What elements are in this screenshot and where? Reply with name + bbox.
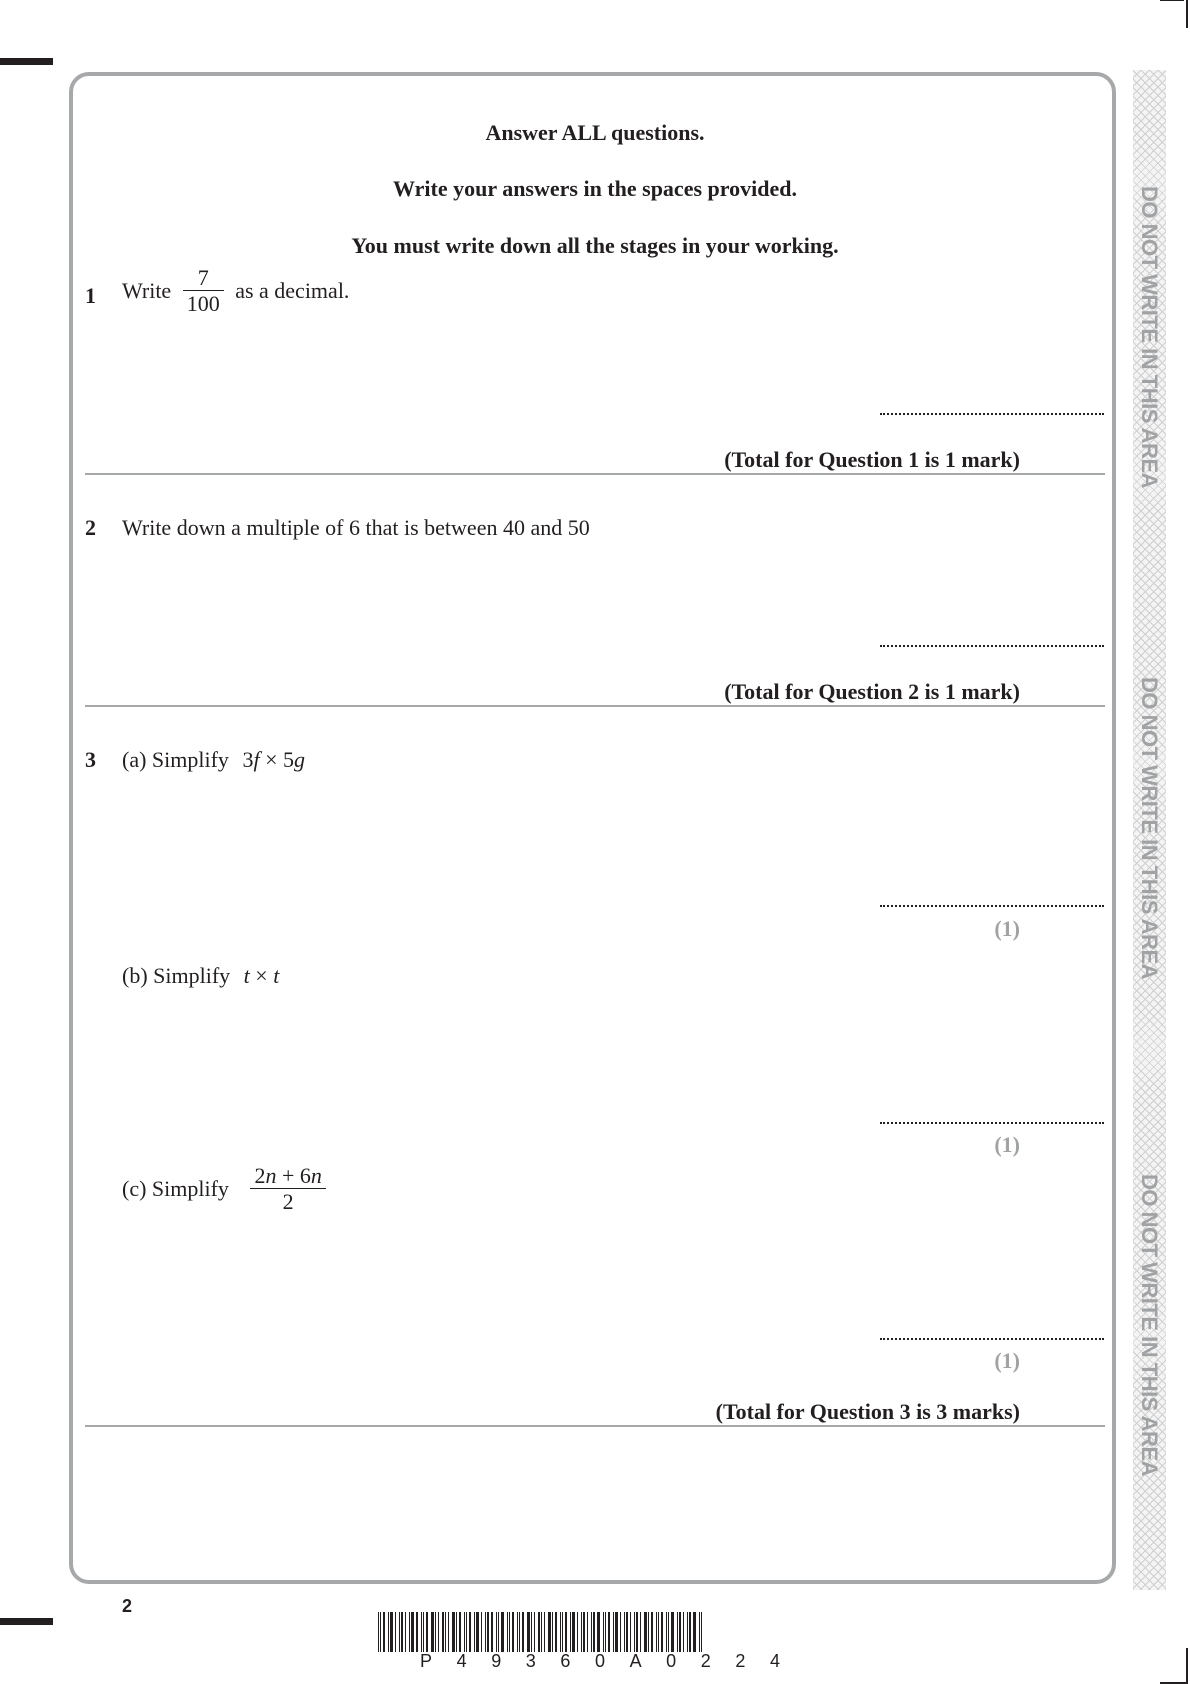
- barcode-bar: [668, 1612, 669, 1652]
- question-3a-mark: (1): [994, 916, 1020, 941]
- registration-mark-top-left: [0, 58, 53, 65]
- barcode-bar: [512, 1612, 514, 1652]
- barcode-bar: [383, 1612, 385, 1652]
- barcode-bar: [544, 1612, 545, 1652]
- barcode-bar: [677, 1612, 678, 1652]
- barcode-bar: [661, 1612, 663, 1652]
- crop-mark-top-right-h: [1160, 0, 1184, 1]
- expr-var-a: t: [243, 963, 250, 988]
- barcode-bar: [593, 1612, 595, 1652]
- question-1-answer-line[interactable]: [880, 413, 1104, 415]
- barcode-bar: [501, 1612, 504, 1652]
- barcode-bar: [603, 1612, 604, 1652]
- barcode-bar: [648, 1612, 649, 1652]
- crop-mark-top-right-v: [1186, 0, 1188, 28]
- barcode-char: 9: [491, 1651, 502, 1671]
- barcode-bar: [519, 1612, 520, 1652]
- barcode-bar: [517, 1612, 518, 1652]
- barcode-bar: [456, 1612, 457, 1652]
- barcode-bar: [644, 1612, 647, 1652]
- barcode-bar: [620, 1612, 621, 1652]
- part-label: (a): [122, 747, 147, 772]
- barcode-bar: [555, 1612, 557, 1652]
- question-1-text: [122, 265, 349, 317]
- barcode-bar: [630, 1612, 631, 1652]
- barcode-bar: [541, 1612, 542, 1652]
- page-number: 2: [122, 1596, 133, 1616]
- question-3-number: 3: [85, 747, 96, 772]
- crop-mark-bottom-right-v: [1186, 1648, 1188, 1684]
- numerator-coef-a: 2: [254, 1163, 266, 1188]
- instruction-answer-all: Answer ALL questions.: [485, 120, 705, 145]
- barcode-bar: [491, 1612, 493, 1652]
- barcode-bar: [687, 1612, 688, 1652]
- barcode-bar: [442, 1612, 444, 1652]
- barcode-bar: [452, 1612, 455, 1652]
- barcode-bar: [464, 1612, 465, 1652]
- barcode-bar: [689, 1612, 691, 1652]
- fraction-denominator: 100: [183, 290, 224, 316]
- barcode-bar: [522, 1612, 524, 1652]
- barcode-bar: [416, 1612, 418, 1652]
- barcode-bar: [560, 1612, 561, 1652]
- instruction-show-working: You must write down all the stages in your working.: [351, 233, 839, 258]
- question-3c-mark: (1): [994, 1348, 1020, 1373]
- barcode-char: 0: [594, 1651, 605, 1671]
- barcode-bar: [435, 1612, 436, 1652]
- barcode-bar: [605, 1612, 606, 1652]
- expr-coef-b: 5: [282, 747, 294, 772]
- barcode-bar: [388, 1612, 389, 1652]
- barcode-bar: [534, 1612, 535, 1652]
- barcode-bar: [448, 1612, 449, 1652]
- question-3c-text: [122, 1163, 332, 1215]
- question-3a-answer-line[interactable]: [880, 905, 1104, 907]
- numerator-coef-b: 6: [299, 1163, 311, 1188]
- barcode-bar: [485, 1612, 486, 1652]
- question-3b-answer-line[interactable]: [880, 1122, 1104, 1124]
- barcode-bar: [679, 1612, 681, 1652]
- barcode-bar: [634, 1612, 635, 1652]
- question-2-divider: [85, 705, 1105, 707]
- barcode-char: P: [420, 1651, 433, 1671]
- expr-var-b: g: [293, 747, 305, 772]
- part-label: (c): [122, 1175, 147, 1201]
- question-1-fraction: [183, 265, 224, 317]
- barcode-char: 3: [525, 1651, 536, 1671]
- barcode-bar: [597, 1612, 600, 1652]
- barcode-bar: [656, 1612, 657, 1652]
- barcode-bar: [380, 1612, 381, 1652]
- barcode-bar: [683, 1612, 684, 1652]
- barcode-bar: [438, 1612, 439, 1652]
- barcode-bar: [587, 1612, 588, 1652]
- question-3a-text: [122, 747, 305, 773]
- barcode-bar: [507, 1612, 508, 1652]
- barcode-bar: [401, 1612, 403, 1652]
- barcode-bar: [395, 1612, 396, 1652]
- question-2-answer-line[interactable]: [880, 645, 1104, 647]
- question-3b-text: [122, 963, 279, 989]
- barcode-bar: [399, 1612, 400, 1652]
- question-2-total: (Total for Question 2 is 1 mark): [724, 679, 1020, 704]
- expr-var-b: t: [273, 963, 280, 988]
- question-1-number: 1: [85, 283, 96, 308]
- barcode-bar: [581, 1612, 582, 1652]
- barcode-bar: [666, 1612, 667, 1652]
- numerator-operator: +: [276, 1163, 300, 1188]
- question-2-number: 2: [85, 515, 96, 540]
- barcode-bar: [562, 1612, 563, 1652]
- barcode-bar: [390, 1612, 393, 1652]
- barcode-bar: [548, 1612, 551, 1652]
- barcode-bar: [498, 1612, 499, 1652]
- question-3b-mark: (1): [994, 1132, 1020, 1157]
- registration-mark-bottom-left: [0, 1618, 53, 1625]
- barcode-bar: [636, 1612, 638, 1652]
- question-1-suffix: as a decimal.: [235, 277, 350, 303]
- barcode-char: 4: [769, 1651, 780, 1671]
- fraction-denominator: 2: [250, 1188, 325, 1214]
- barcode-bar: [421, 1612, 422, 1652]
- barcode-text: [420, 1651, 780, 1672]
- part-instruction: Simplify: [151, 1175, 229, 1201]
- barcode-bar: [474, 1612, 475, 1652]
- numerator-var-b: n: [310, 1163, 322, 1188]
- barcode-bar: [570, 1612, 571, 1652]
- barcode-bar: [487, 1612, 489, 1652]
- barcode-bar: [613, 1612, 614, 1652]
- margin-label-middle: DO NOT WRITE IN THIS AREA: [1137, 676, 1162, 980]
- part-label: (b): [122, 963, 148, 988]
- part-instruction: Simplify: [151, 747, 229, 772]
- barcode-bar: [476, 1612, 479, 1652]
- barcode-bar: [411, 1612, 414, 1652]
- barcode-bar: [538, 1612, 540, 1652]
- margin-label-bottom: DO NOT WRITE IN THIS AREA: [1137, 1173, 1162, 1477]
- barcode-bar: [651, 1612, 653, 1652]
- barcode-bar: [531, 1612, 532, 1652]
- question-1-divider: [85, 473, 1105, 475]
- question-3c-fraction: [250, 1163, 325, 1215]
- barcode-bar: [608, 1612, 610, 1652]
- question-1-prefix: Write: [122, 277, 172, 303]
- barcode-char: 2: [700, 1651, 711, 1671]
- barcode-bar: [572, 1612, 575, 1652]
- barcode-char: A: [629, 1651, 642, 1671]
- barcode-bar: [615, 1612, 618, 1652]
- question-3-total: (Total for Question 3 is 3 marks): [715, 1399, 1020, 1424]
- barcode-bar: [405, 1612, 406, 1652]
- barcode-bar: [509, 1612, 510, 1652]
- barcode-bar: [701, 1612, 702, 1652]
- barcode-bar: [481, 1612, 482, 1652]
- barcode-bar: [469, 1612, 471, 1652]
- margin-label-top: DO NOT WRITE IN THIS AREA: [1137, 185, 1162, 489]
- barcode-bar: [671, 1612, 674, 1652]
- question-3-divider: [85, 1425, 1105, 1427]
- barcode-bar: [378, 1612, 379, 1652]
- barcode-bar: [459, 1612, 461, 1652]
- barcode-bar: [552, 1612, 553, 1652]
- barcode-bar: [577, 1612, 578, 1652]
- barcode-bar: [409, 1612, 410, 1652]
- barcode-bar: [658, 1612, 659, 1652]
- instruction-write-spaces: Write your answers in the spaces provided.: [393, 176, 797, 201]
- question-3c-answer-line[interactable]: [880, 1338, 1104, 1340]
- barcode-bar: [466, 1612, 467, 1652]
- expr-operator: ×: [259, 747, 283, 772]
- barcode-bar: [426, 1612, 428, 1652]
- part-instruction: Simplify: [153, 963, 231, 988]
- barcode-bar: [699, 1612, 700, 1652]
- question-1-total: (Total for Question 1 is 1 mark): [724, 447, 1020, 472]
- barcode-char: 6: [560, 1651, 571, 1671]
- fraction-numerator: 7: [197, 265, 209, 290]
- question-2-text: Write down a multiple of 6 that is between 40 and 50: [122, 515, 590, 540]
- barcode-bar: [693, 1612, 696, 1652]
- numerator-var-a: n: [265, 1163, 277, 1188]
- barcode-char: 2: [735, 1651, 746, 1671]
- barcode-char: 4: [456, 1651, 467, 1671]
- barcode-bar: [624, 1612, 625, 1652]
- barcode-bar: [423, 1612, 424, 1652]
- barcode-bar: [640, 1612, 641, 1652]
- barcode: [378, 1612, 810, 1652]
- barcode-bar: [591, 1612, 592, 1652]
- barcode-bar: [565, 1612, 567, 1652]
- expr-coef-a: 3: [242, 747, 254, 772]
- expr-operator: ×: [249, 963, 274, 988]
- barcode-bar: [626, 1612, 628, 1652]
- barcode-bar: [496, 1612, 497, 1652]
- fraction-numerator: [250, 1163, 325, 1188]
- barcode-bar: [527, 1612, 530, 1652]
- expr-var-a: f: [253, 747, 260, 772]
- barcode-bar: [583, 1612, 585, 1652]
- barcode-char: 0: [666, 1651, 677, 1671]
- barcode-bar: [445, 1612, 446, 1652]
- barcode-bar: [431, 1612, 434, 1652]
